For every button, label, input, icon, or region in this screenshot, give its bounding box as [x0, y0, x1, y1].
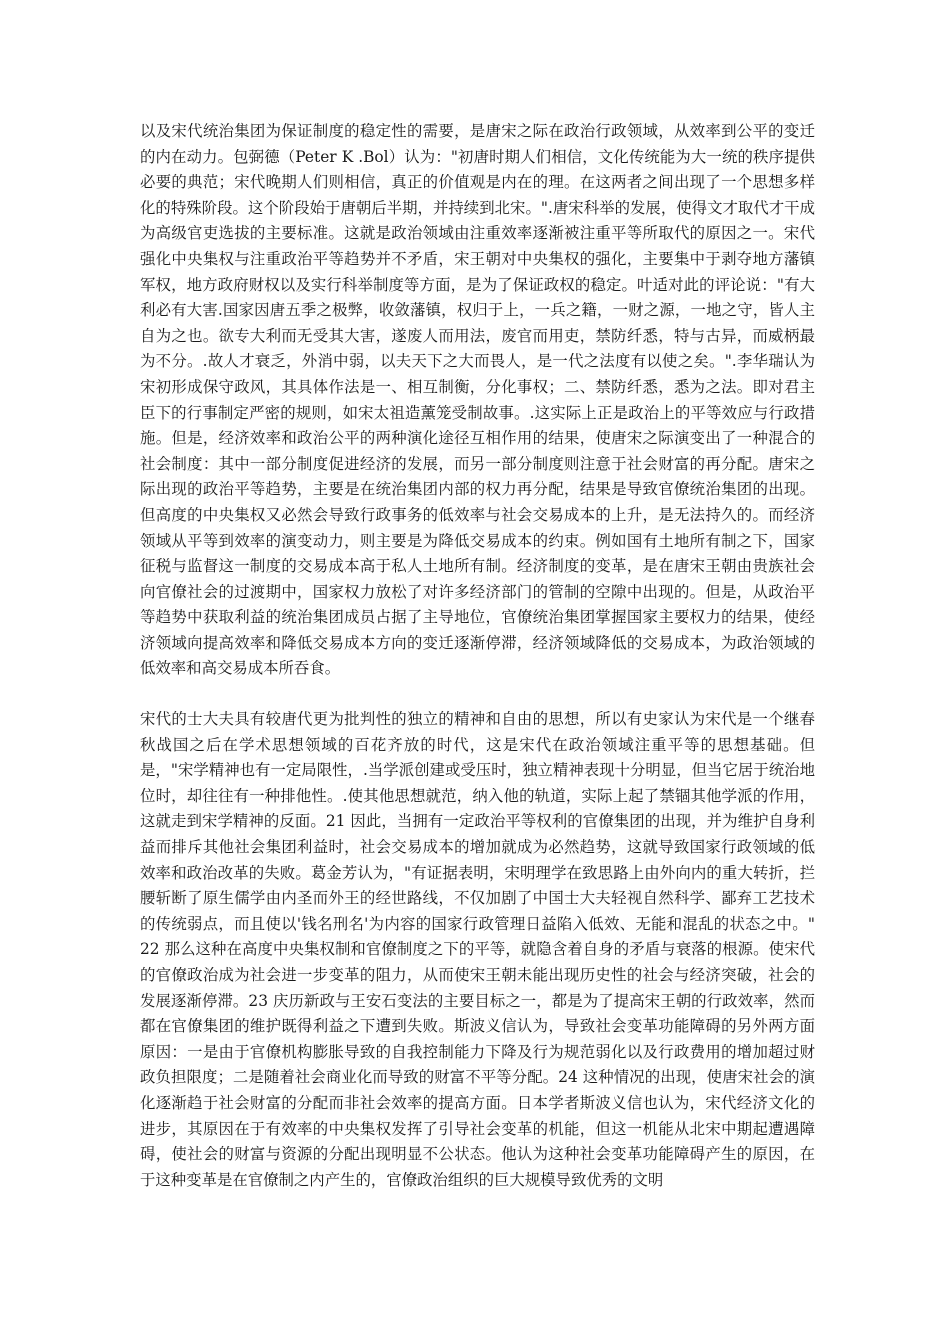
- document-body: [140, 119, 815, 1193]
- paragraph-1: 以及宋代统治集团为保证制度的稳定性的需要，是唐宋之际在政治行政领域，从效率到公平的变迁的内在动力。包弼德（Peter K .Bol）认为："初唐时期人们相信，文化传统能为大一统的秩序提供必要的典范；宋代晚期人们则相信，真正的价值观是内在的理。在这两者之间出现了一个思想多样化的特殊阶段。这个阶段始于唐朝后半期，并持续到北宋。".唐宋科举的发展，使得文才取代才干成为高级官吏选拔的主要标准。这就是政治领域由注重效率逐渐被注重平等所取代的原因之一。宋代强化中央集权与注重政治平等趋势并不矛盾，宋王朝对中央集权的强化，主要集中于剥夺地方藩镇军权，地方政府财权以及实行科举制度等方面，是为了保证政权的稳定。叶适对此的评论说："有大利必有大害.国家因唐五季之极弊，收敛藩镇，权归于上，一兵之籍，一财之源，一地之守，皆人主自为之也。欲专大利而无受其大害，遂废人而用法，废官而用吏，禁防纤悉，特与古异，而威柄最为不分。.故人才衰乏，外消中弱，以夫天下之大而畏人，是一代之法度有以使之矣。".李华瑞认为宋初形成保守政风，其具体作法是一、相互制衡，分化事权；二、禁防纤悉，悉为之法。即对君主臣下的行事制定严密的规则，如宋太祖造薰笼受制故事。.这实际上正是政治上的平等效应与行政措施。但是，经济效率和政治公平的两种演化途径互相作用的结果，使唐宋之际演变出了一种混合的社会制度：其中一部分制度促进经济的发展，而另一部分制度则注意于社会财富的再分配。唐宋之际出现的政治平等趋势，主要是在统治集团内部的权力再分配，结果是导致官僚统治集团的出现。但高度的中央集权又必然会导致行政事务的低效率与社会交易成本的上升，是无法持久的。而经济领域从平等到效率的演变动力，则主要是为降低交易成本的约束。例如国有土地所有制之下，国家征税与监督这一制度的交易成本高于私人土地所有制。经济制度的变革，是在唐宋王朝由贵族社会向官僚社会的过渡期中，国家权力放松了对许多经济部门的管制的空隙中出现的。但是，从政治平等趋势中获取利益的统治集团成员占据了主导地位，官僚统治集团掌握国家主要权力的结果，使经济领域向提高效率和降低交易成本方向的变迁逐渐停滞，经济领域降低的交易成本，为政治领域的低效率和高交易成本所吞食。: [140, 122, 815, 678]
- paragraph-2: 宋代的士大夫具有较唐代更为批判性的独立的精神和自由的思想，所以有史家认为宋代是一个继春秋战国之后在学术思想领域的百花齐放的时代，这是宋代在政治领域注重平等的思想基础。但是，"宋学精神也有一定局限性，.当学派创建或受压时，独立精神表现十分明显，但当它居于统治地位时，却往往有一种排他性。.使其他思想就范，纳入他的轨道，实际上起了禁锢其他学派的作用，这就走到宋学精神的反面。21 因此，当拥有一定政治平等权利的官僚集团的出现，并为维护自身利益而排斥其他社会集团利益时，社会交易成本的增加就成为必然趋势，这就导致国家行政领域的低效率和政治改革的失败。葛金芳认为，"有证据表明，宋明理学在致思路上由外向内的重大转折，拦腰斩断了原生儒学由内圣而外王的经世路线，不仅加剧了中国士大夫轻视自然科学、鄙弃工艺技术的传统弱点，而且使以'钱名刑名'为内容的国家行政管理日益陷入低效、无能和混乱的状态之中。" 22 那么这种在高度中央集权制和官僚制度之下的平等，就隐含着自身的矛盾与衰落的根源。使宋代的官僚政治成为社会进一步变革的阻力，从而使宋王朝未能出现历史性的社会与经济突破，社会的发展逐渐停滞。23 庆历新政与王安石变法的主要目标之一，都是为了提高宋王朝的行政效率，然而都在官僚集团的维护既得利益之下遭到失败。斯波义信认为，导致社会变革功能障碍的另外两方面原因：一是由于官僚机构膨胀导致的自我控制能力下降及行为规范弱化以及行政费用的增加超过财政负担限度；二是随着社会商业化而导致的财富不平等分配。24 这种情况的出现，使唐宋社会的演化逐渐趋于社会财富的分配而非社会效率的提高方面。日本学者斯波义信也认为，宋代经济文化的进步，其原因在于有效率的中央集权发挥了引导社会变革的机能，但这一机能从北宋中期起遭遇障碍，使社会的财富与资源的分配出现明显不公状态。他认为这种社会变革功能障碍产生的原因，在于这种变革是在官僚制之内产生的，官僚政治组织的巨大规模导致优秀的文明: [140, 710, 815, 1189]
